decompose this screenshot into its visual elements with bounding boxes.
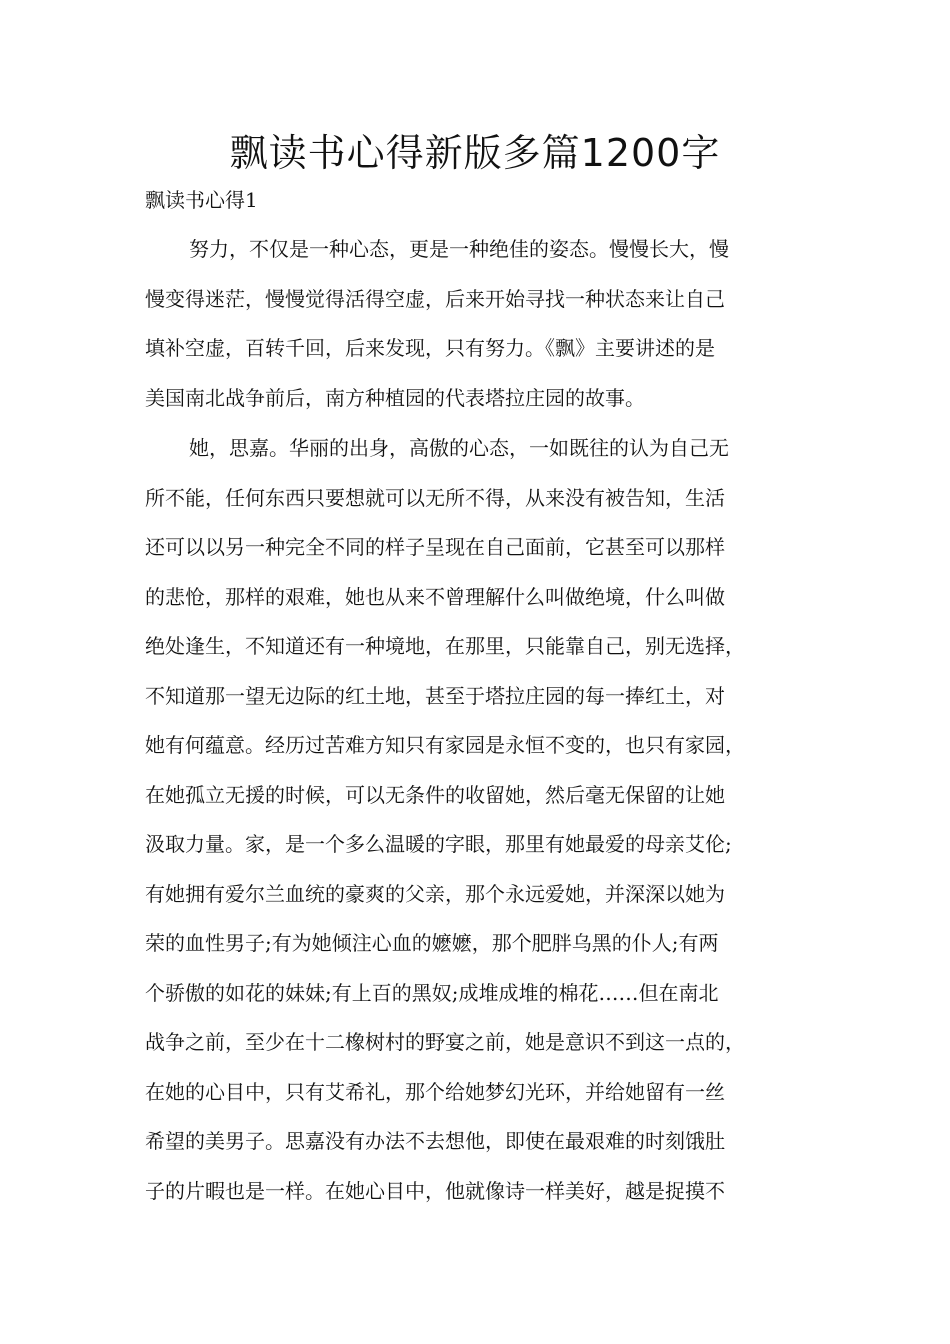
- paragraph-line: 还可以以另一种完全不同的样子呈现在自己面前，它甚至可以那样: [145, 535, 725, 559]
- paragraph-line: 希望的美男子。思嘉没有办法不去想他，即使在最艰难的时刻饿肚: [145, 1129, 725, 1153]
- paragraph-line: 汲取力量。家，是一个多么温暖的字眼，那里有她最爱的母亲艾伦;: [145, 832, 732, 856]
- paragraph-line: 不知道那一望无边际的红土地，甚至于塔拉庄园的每一捧红土，对: [145, 683, 725, 708]
- section-heading: 飘读书心得1: [145, 188, 258, 212]
- paragraph-line: 她有何蕴意。经历过苦难方知只有家园是永恒不变的，也只有家园，: [145, 733, 745, 757]
- paragraph-line: 子的片暇也是一样。在她心目中，他就像诗一样美好，越是捉摸不: [145, 1178, 725, 1203]
- paragraph-2: [145, 424, 805, 1216]
- paragraph-line: 个骄傲的如花的妹妹;有上百的黑奴;成堆成堆的棉花……但在南北: [145, 980, 719, 1005]
- paragraph-line: 慢变得迷茫，慢慢觉得活得空虚，后来开始寻找一种状态来让自己: [145, 286, 725, 311]
- paragraph-line: 荣的血性男子;有为她倾注心血的嬷嬷，那个肥胖乌黑的仆人;有两: [145, 931, 719, 955]
- paragraph-1: [145, 225, 805, 423]
- paragraph-line: 绝处逢生，不知道还有一种境地，在那里，只能靠自己，别无选择，: [145, 634, 745, 658]
- paragraph-line: 所不能，任何东西只要想就可以无所不得，从来没有被告知，生活: [145, 485, 725, 510]
- paragraph-line: 在她的心目中，只有艾希礼，那个给她梦幻光环，并给她留有一丝: [145, 1079, 725, 1104]
- paragraph-line: 有她拥有爱尔兰血统的豪爽的父亲，那个永远爱她，并深深以她为: [145, 881, 725, 906]
- paragraph-line: 努力，不仅是一种心态，更是一种绝佳的姿态。慢慢长大，慢: [189, 237, 729, 261]
- paragraph-line: 填补空虚，百转千回，后来发现，只有努力。《飘》主要讲述的是: [145, 336, 715, 360]
- document-title: 飘读书心得新版多篇1200字: [229, 131, 721, 175]
- paragraph-line: 美国南北战争前后，南方种植园的代表塔拉庄园的故事。: [145, 385, 645, 410]
- paragraph-line: 在她孤立无援的时候，可以无条件的收留她，然后毫无保留的让她: [145, 782, 725, 807]
- paragraph-line: 她，思嘉。华丽的出身，高傲的心态，一如既往的认为自己无: [189, 436, 729, 460]
- paragraph-line: 战争之前，至少在十二橡树村的野宴之前，她是意识不到这一点的，: [145, 1030, 745, 1054]
- paragraph-line: 的悲怆，那样的艰难，她也从来不曾理解什么叫做绝境，什么叫做: [145, 584, 725, 609]
